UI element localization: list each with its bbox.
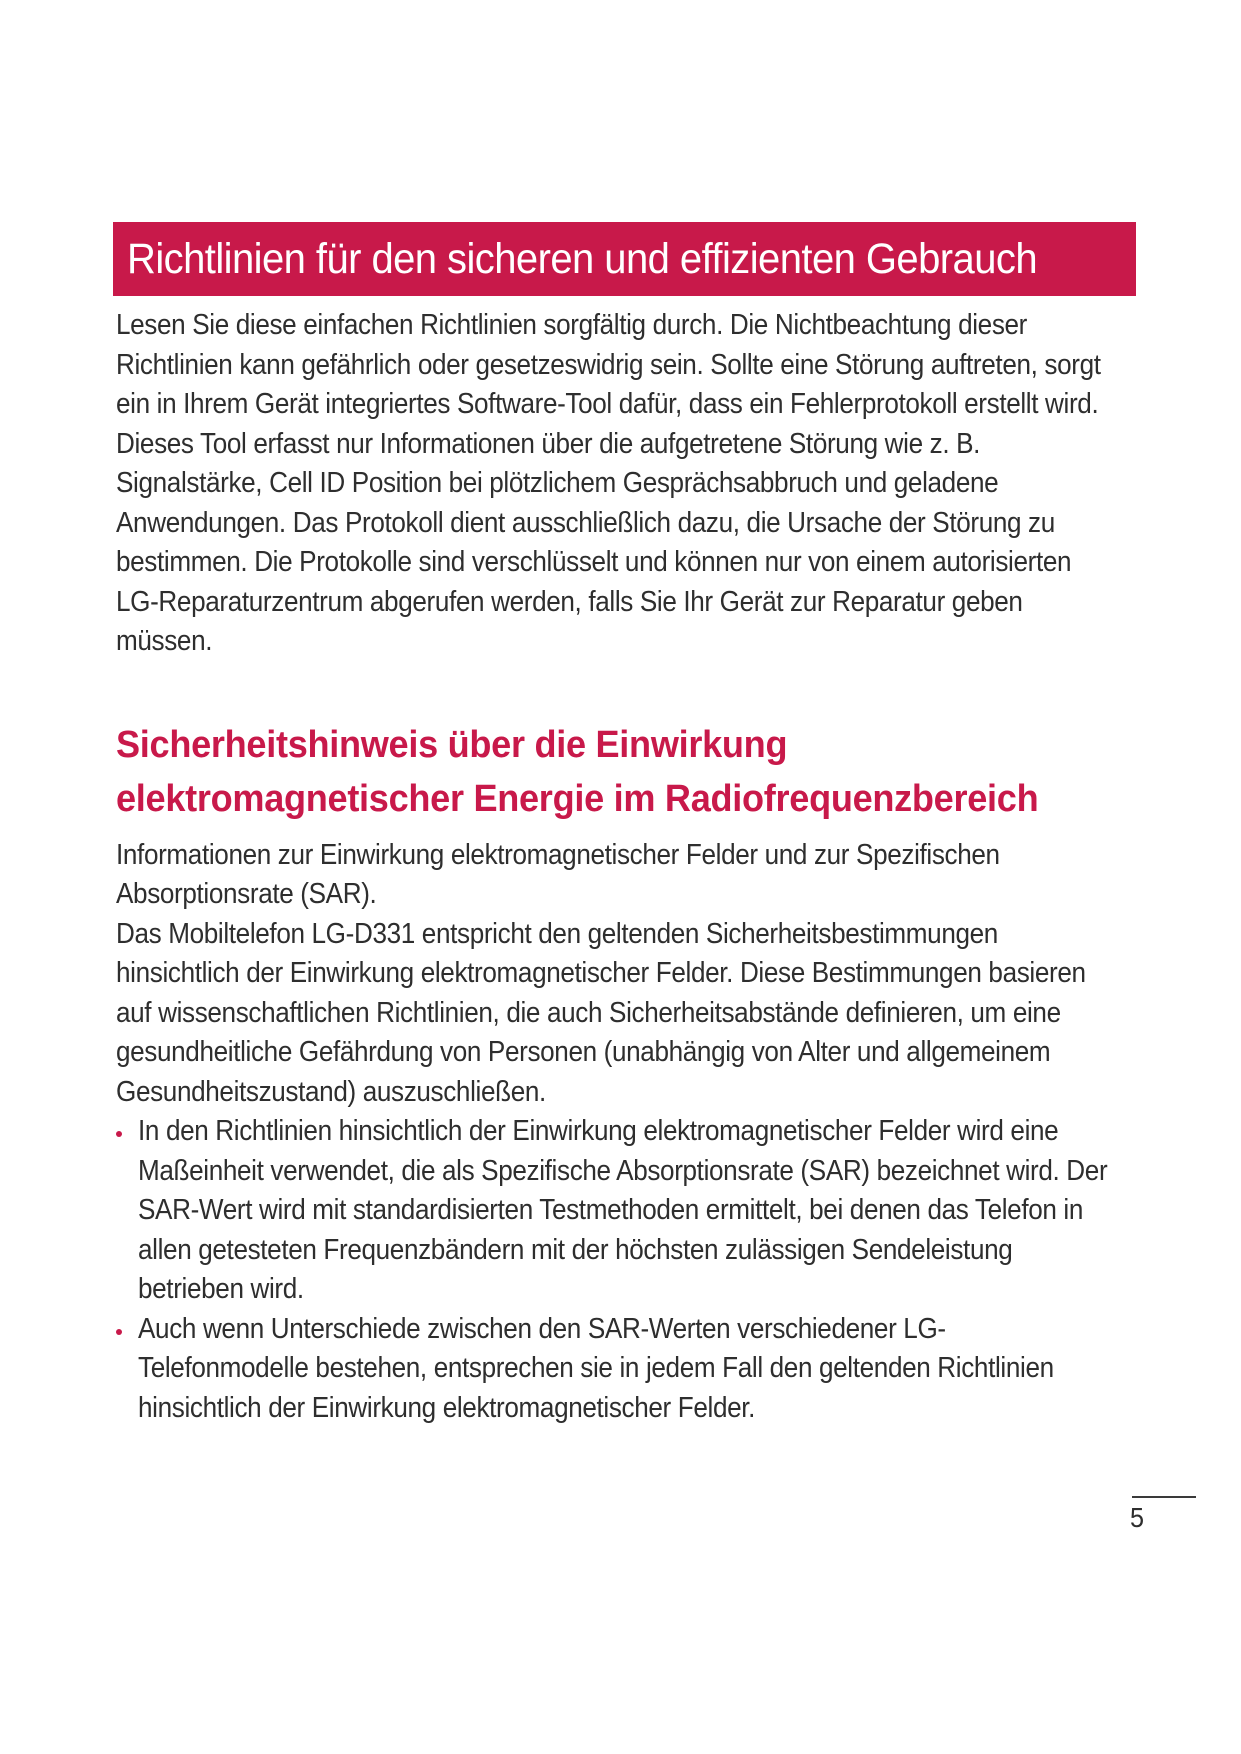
bullet-icon: [116, 1329, 122, 1335]
list-item-text: In den Richtlinien hinsichtlich der Einwirkung elektromagnetischer Felder wird eine Maßeinheit verwendet, die als Spezifische Absorptionsrate (SAR) bezeichnet wird. Der SAR-Wert wird mit standardisierten Testmethoden ermittelt, bei denen das Telefon in allen getesteten Frequenzbändern mit der höchsten zulässigen Sendeleistung betrieben wird.: [138, 1115, 1108, 1305]
section-heading: Sicherheitshinweis über die Einwirkung elektromagnetischer Energie im Radiofrequenzbereich: [116, 723, 1039, 820]
list-item: [116, 1112, 1116, 1310]
page-number-divider: [1132, 1496, 1196, 1498]
section-header-bar: [113, 222, 1136, 296]
bullet-list: [116, 1112, 1116, 1428]
sar-intro-paragraph: Informationen zur Einwirkung elektromagnetischer Felder und zur Spezifischen Absorptionsrate (SAR).: [116, 838, 1000, 910]
compliance-paragraph: Das Mobiltelefon LG-D331 entspricht den geltenden Sicherheitsbestimmungen hinsichtlich der Einwirkung elektromagnetischer Felder. Diese Bestimmungen basieren auf wissenschaftlichen Richtlinien, die auch Sicherheitsabstände definieren, um eine gesundheitliche Gefährdung von Personen (unabhängig von Alter und allgemeinem Gesundheitszustand) auszuschließen.: [116, 917, 1086, 1108]
intro-paragraph: Lesen Sie diese einfachen Richtlinien sorgfältig durch. Die Nichtbeachtung dieser Richtlinien kann gefährlich oder gesetzeswidrig sein. Sollte eine Störung auftreten, sorgt ein in Ihrem Gerät integriertes Software-Tool dafür, dass ein Fehlerprotokoll erstellt wird. Dieses Tool erfasst nur Informationen über die aufgetretene Störung wie z. B. Signalstärke, Cell ID Position bei plötzlichem Gesprächsabbruch und geladene Anwendungen. Das Protokoll dient ausschließlich dazu, die Ursache der Störung zu bestimmen. Die Protokolle sind verschlüsselt und können nur von einem autorisierten LG-Reparaturzentrum abgerufen werden, falls Sie Ihr Gerät zur Reparatur geben müssen.: [116, 309, 1101, 657]
page-title: Richtlinien für den sicheren und effizienten Gebrauch: [127, 234, 1038, 283]
page-number: 5: [1130, 1502, 1145, 1533]
page-content: [116, 306, 1116, 1428]
list-item-text: Auch wenn Unterschiede zwischen den SAR-Werten verschiedener LG-Telefonmodelle bestehen, entsprechen sie in jedem Fall den geltenden Richtlinien hinsichtlich der Einwirkung elektromagnetischer Felder.: [138, 1312, 1054, 1424]
list-item: [116, 1310, 1116, 1429]
bullet-icon: [116, 1131, 122, 1137]
